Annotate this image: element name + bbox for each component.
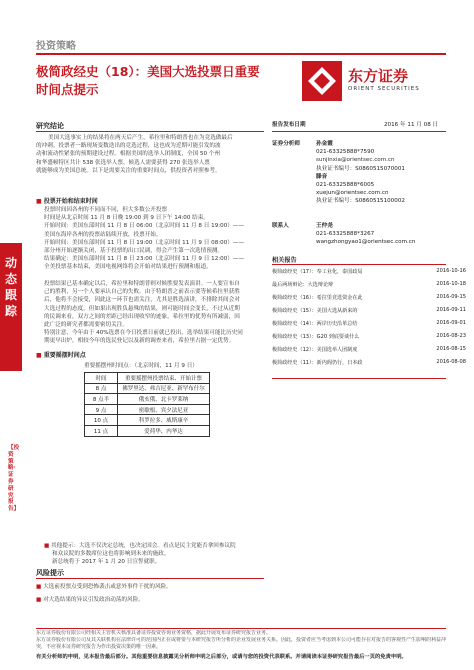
date-rule — [272, 131, 446, 132]
section-title: ■ 投票开始和结束时间 — [36, 198, 98, 205]
related-list — [272, 268, 466, 378]
table-row: 9 点 密歇根、宾夕法尼亚 — [85, 404, 210, 415]
list-item[interactable]: 极简政经史（12）：美国选举人团制度 2016-08-15 — [272, 346, 466, 353]
risk-list — [36, 583, 264, 604]
summary-heading: 研究结论 — [36, 122, 64, 130]
list-item[interactable]: 极简政经史（16）：希拉里竞选资金在此 2016-09-15 — [272, 294, 466, 301]
footer-disclaimer: 东方证券股份有限公司经相关主管机关核准具备证券投资咨询业务资格，据此开展发布证券研究报告业务。 东方证券股份有限公司及其关联机构在法律许可的范围内正在或将要与本研究报告所分析的企业发展业务关系。因此，投资者应当考虑到本公司可能存在对报告的客观性产生影响的利益冲突，不应视本证券研究报告为作出投资决策的唯一因素。 — [36, 630, 446, 650]
list-item[interactable]: 极简政经史（13）：G20 到底要谈什么 2016-08-23 — [272, 333, 466, 340]
list-item[interactable]: 极简政经史（11）：新内阁仍行，日本政 2016-08-08 — [272, 359, 466, 366]
table-row: 8 点 佛罗里达、弗吉尼亚、新罕布什尔 — [85, 383, 210, 394]
related-heading: 相关报告 — [272, 257, 297, 264]
logo-en: ORIENT SECURITIES — [348, 86, 420, 92]
logo-text: 东方证券 — [348, 67, 409, 85]
schedule-table — [84, 372, 210, 437]
contact-label: 联系人 — [272, 223, 289, 229]
schedule-heading: ■ 重要摇摆时间点 — [36, 352, 86, 359]
bullet-icon: ■ — [36, 584, 42, 590]
bullet-icon: ■ — [36, 597, 42, 604]
logo-mark-icon — [302, 61, 342, 101]
page-title-2: 时间点提示 — [36, 82, 99, 97]
bullet-icon: ■ — [36, 198, 42, 205]
list-item[interactable]: 极简政经史（15）：美国大选从新来的 2016-09-11 — [272, 307, 466, 314]
table-row: 8 点半 俄亥俄、北卡罗莱纳 — [85, 394, 210, 405]
risk-rule — [36, 578, 264, 579]
list-item: ■ 对大选结果的异议引发政治动荡的风险。 — [36, 597, 144, 604]
list-item: ■ 大选前投票点受到恐怖袭击或意外事件干扰的风险。 — [36, 584, 172, 590]
footer-rule — [36, 628, 446, 629]
logo — [300, 59, 450, 109]
bullet-icon: ■ — [44, 543, 50, 549]
analyst-block: 孙金霞 021-63325888*7590 sunjinxia@orientsec.com.cn 执业证书编号：S0860515070001 滕音 021-63325888*6005 xuejun@orientsec.com.cn 执业证书编号：S0860515100002 — [316, 141, 405, 205]
list-item[interactable]: 极简政经史（17）：奉工业化，泰国政局 2016-10-16 — [272, 268, 466, 275]
schedule-footnote: ■ 其他提示：大选不仅决定总统，也决定国会。看点是民主党能否拿回参议院 和众议院的多数席位这也将影响到未来的施政。 新总统将于 2017 年 1 月 20 日宣誓就职。 — [44, 543, 236, 566]
list-item[interactable]: 极简政经史（14）：两岸历史沿革总结 2016-09-01 — [272, 320, 466, 327]
table-header-row: 时间 重要摇摆州投票结束、开始计票 — [85, 373, 210, 384]
risk-heading: 风险提示 — [36, 569, 64, 577]
related-bottom-rule — [272, 378, 446, 379]
date-value: 2016 年 11 月 08 日 — [384, 122, 439, 128]
contact-block: 王仲尧 021-63325888*3267 wangzhongyao1@orientsec.com.cn — [316, 223, 416, 246]
footer-notice: 有关分析师的申明，见本报告最后部分。其他重要信息披露见分析师申明之后部分，或请与您的投资代表联系。并请阅读本证券研究报告最后一页的免责申明。 — [36, 654, 407, 660]
section-header: 投资策略 — [36, 41, 76, 52]
related-rule — [272, 264, 446, 265]
page-title: 极简政经史（18）：美国大选投票日重要 — [36, 64, 260, 79]
analyst-label: 证券分析师 — [272, 141, 300, 147]
summary-rule — [36, 131, 264, 132]
summary-paragraph: 美国大选事实上的结果将在两天后产生，希拉里和特朗普也在为竞选做最后 的冲刺。投票者一路现场变数迭出的竞选过程，这也成为近期可能引发的波 动和流动性紧张的预期建设过程。根据美国的选举人团制度，全国 50 个州 和华盛顿特区共计 538 张选举人票，候选人需要获得 270 张选举人票 就能够成为美国总统。以下是需要关注的重要时间点，供投资者对照参考。 — [36, 135, 233, 174]
list-item[interactable]: 最后两场辩论：大选辩论辩 2016-10-18 — [272, 281, 466, 288]
side-tab-sub: 【投资策略·证券研究报告】 — [8, 445, 20, 513]
header-rule — [36, 53, 446, 55]
side-tab-label: 动态跟踪 — [4, 256, 17, 318]
bullet-icon: ■ — [36, 352, 42, 359]
date-label: 报告发布日期 — [272, 122, 306, 128]
section-body: 投票时间因各州的不同而不同，但大多数公开投票 时间是从北京时间 11 月 8 日晚 19:00 到 9 日下午 14:00 结束。 开始时间：美国东部时间 11 月 8 日 06:00（北京时间 11 月 8 日 19:00）—— 美国东海岸各州的投票站陆续开放，投票开始。 开始时间：美国东部时间 11 月 8 日 19:00（北京时间 11 月 9 日 08:00）—— 部分州开始逐渐关闭，基于投票的出口民调，得会产生第一次选情预测。 结果确定：美国东部时间 11 月 8 日 23:00（北京时间 11 月 9 日 12:00）—— 全美投票基本结束，美国电视网络将会开始对结果进行预测和报道。 — [44, 207, 245, 271]
section-body-2: 投票结果已基本确定以后，希拉里和特朗普则对候胜要发表演讲。一人要宣布自 己的胜利，另一个人要承认自己的失败。由于特朗普之前表示要等候希拉里获胜 后，他将不会接受，因此这一环节也需关注，尤其是胜选演讲，不排除其间会对 大选过程的态度，但如果出现胜负悬殊的结果，则可能时间会变长，不过从近期 的民调来看，双方之间的差距已经出现收窄的迹象，希拉里的优势有所减弱，因 此广泛的研究者都需要密切关注。 特别注意，今年由于 40%选票在今日投票日前就已投出，选举结果可能比历史同 期更早出炉，相较今年的选民登记以及新的调查来看，希拉里占据一定优势。 — [44, 281, 243, 345]
schedule-note: 重要摇摆州时间点：（北京时间，11 月 9 日） — [84, 363, 198, 369]
table-row: 11 点 爱荷华、内华达 — [85, 425, 210, 436]
table-row: 10 点 科罗拉多、威斯康辛 — [85, 415, 210, 426]
